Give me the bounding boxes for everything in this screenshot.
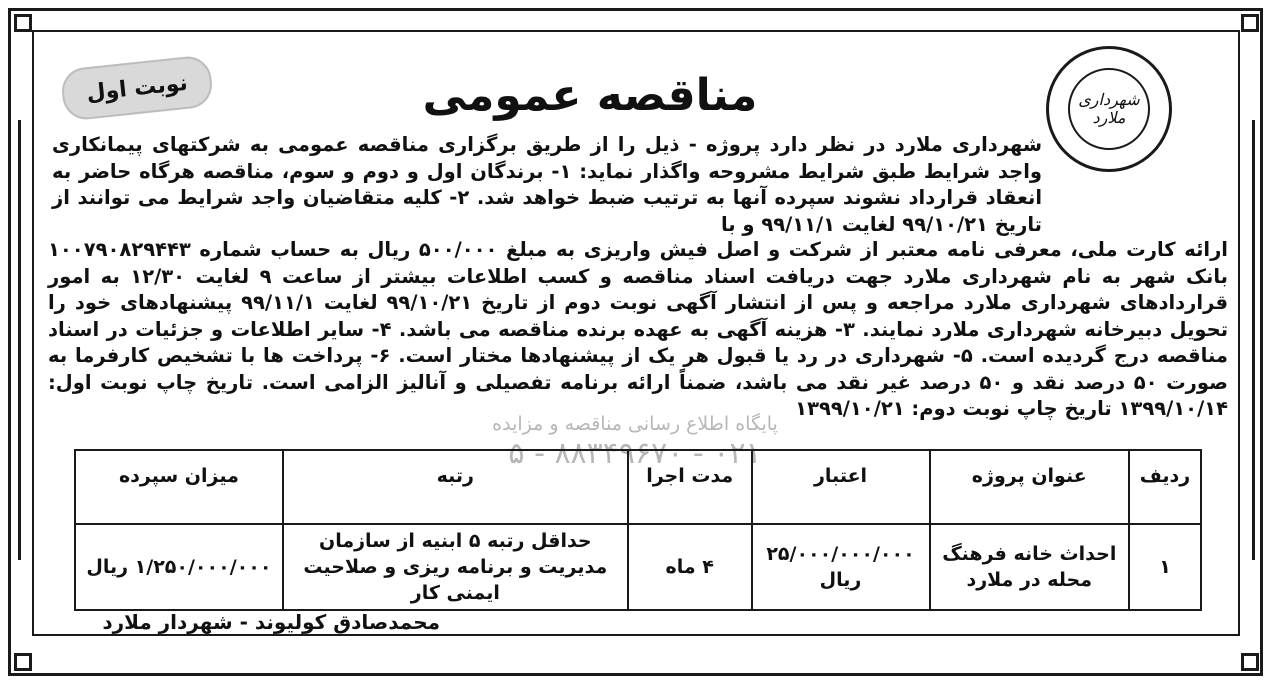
cell-budget: ۲۵/۰۰۰/۰۰۰/۰۰۰ ریال [752,524,930,610]
municipality-logo [1046,46,1172,172]
corner-ornament [14,653,32,671]
logo-text: شهرداری ملارد [1068,68,1150,150]
projects-table [74,449,1202,611]
column-header-project-title: عنوان پروژه [930,450,1130,524]
table-row [75,524,1201,610]
column-header-deposit: میزان سپرده [75,450,283,524]
column-header-row-number: ردیف [1129,450,1201,524]
cell-row-number: ۱ [1129,524,1201,610]
cell-grade: حداقل رتبه ۵ ابنیه از سازمان مدیریت و برنامه ریزی و صلاحیت ایمنی کار [283,524,628,610]
column-header-duration: مدت اجرا [628,450,752,524]
notice-paragraph-rest: ارائه کارت ملی، معرفی نامه معتبر از شرکت و اصل فیش واریزی به مبلغ ۵۰۰/۰۰۰ ریال به حساب شماره ۱۰۰۷۹۰۸۲۹۴۴۳ بانک شهر به نام شهرداری ملارد جهت دریافت اسناد مناقصه و کسب اطلاعات بیشتر از ساعت ۹ لغایت ۱۲/۳۰ به امور قراردادهای شهرداری ملارد مراجعه و پس از انتشار آگهی نوبت دوم از تاریخ ۹۹/۱۰/۲۱ لغایت ۹۹/۱۱/۱ پیشنهادهای خود را تحویل دبیرخانه شهرداری ملارد نمایند. ۳- هزینه آگهی به عهده برنده مناقصه می باشد. ۴- سایر اطلاعات و جزئیات در اسناد مناقصه درج گردیده است. ۵- شهرداری در رد یا قبول هر یک از پیشنهادها مختار است. ۶- پرداخت ها با تشخیص کارفرما به صورت ۵۰ درصد نقد و ۵۰ درصد غیر نقد می باشد، ضمناً ارائه برنامه تفصیلی و آنالیز الزامی است. تاریخ چاپ نوبت اول: ۱۳۹۹/۱۰/۱۴ تاریخ چاپ نوبت دوم: ۱۳۹۹/۱۰/۲۱ [48,238,1229,420]
side-ornament [18,120,21,560]
signature: محمدصادق کولیوند - شهردار ملارد [102,610,440,634]
cell-project-title: احداث خانه فرهنگ محله در ملارد [930,524,1130,610]
corner-ornament [1241,653,1259,671]
cell-duration: ۴ ماه [628,524,752,610]
notice-paragraph-top: شهرداری ملارد در نظر دارد پروژه - ذیل را از طریق برگزاری مناقصه عمومی به شرکتهای پیمانکاری واجد شرایط طبق شرایط مشروحه واگذار نماید: ۱- برندگان اول و دوم و سوم، مناقصه هرگاه حاضر به انعقاد قرارداد نشوند سپرده آنها به ترتیب ضبط خواهد شد. ۲- کلیه متقاضیان واجد شرایط می توانند از تاریخ ۹۹/۱۰/۲۱ لغایت ۹۹/۱۱/۱ و با [52,133,1042,236]
table-header-row [75,450,1201,524]
notice-title: مناقصه عمومی [422,70,758,121]
corner-ornament [14,14,32,32]
column-header-grade: رتبه [283,450,628,524]
column-header-budget: اعتبار [752,450,930,524]
watermark-line: پایگاه اطلاع رسانی مناقصه و مزایده [492,413,778,435]
cell-deposit: ۱/۲۵۰/۰۰۰/۰۰۰ ریال [75,524,283,610]
corner-ornament [1241,14,1259,32]
round-badge: نوبت اول [60,54,215,121]
side-ornament [1252,120,1255,560]
watermark-phone: ۰۲۱ - ۸۸۳۴۹۶۷۰ - ۵ [508,436,762,471]
